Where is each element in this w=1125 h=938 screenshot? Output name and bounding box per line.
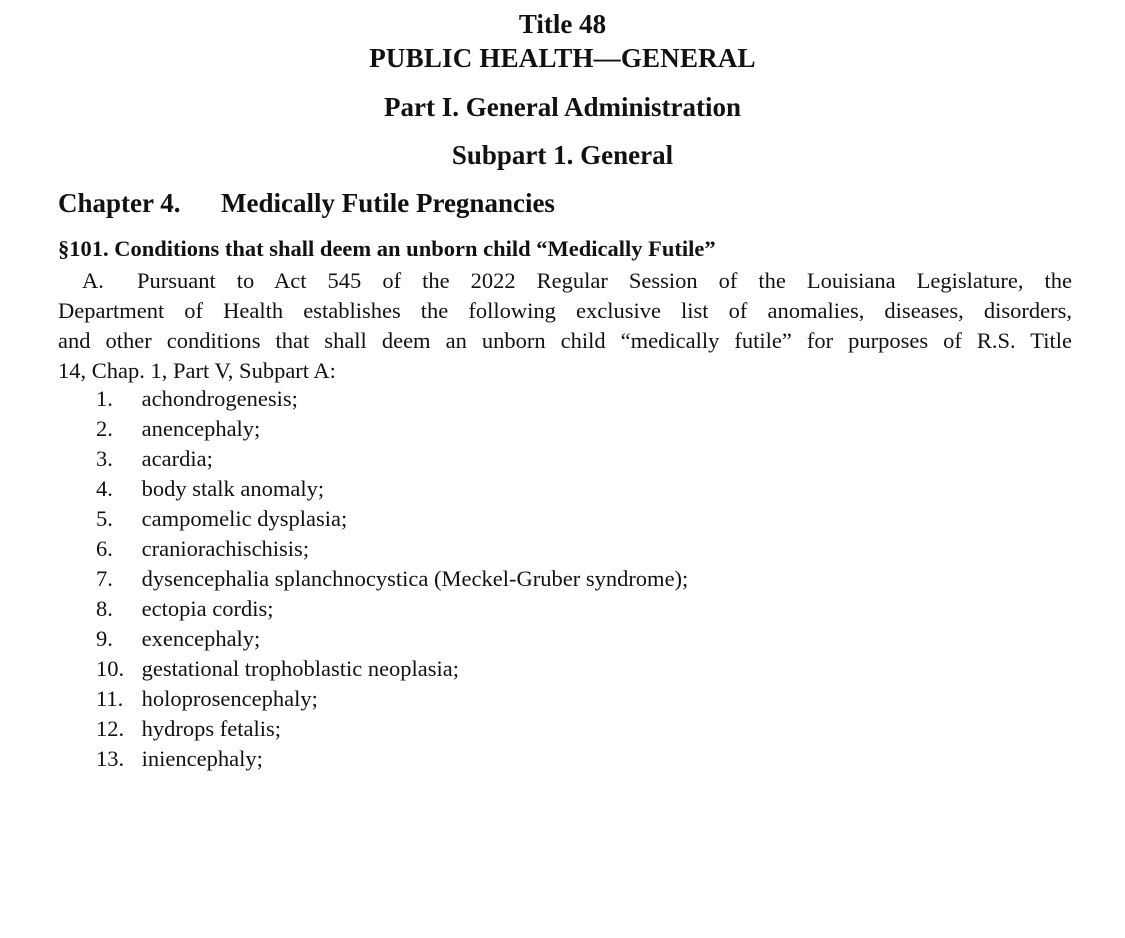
list-item-number: 13. <box>96 746 125 771</box>
list-item <box>96 534 688 564</box>
paragraph-line: 14, Chap. 1, Part V, Subpart A: <box>58 358 336 383</box>
list-item-number: 6. <box>96 536 113 561</box>
list-item-text: holoprosencephaly; <box>141 686 318 711</box>
list-item-number: 10. <box>96 656 125 681</box>
list-item-number: 5. <box>96 506 113 531</box>
list-item <box>96 474 688 504</box>
paragraph-line-text: Pursuant to Act 545 of the 2022 Regular Session of the Louisiana Legislature, the <box>137 268 1072 293</box>
list-item <box>96 564 688 594</box>
title-subject-heading: PUBLIC HEALTH—GENERAL <box>369 43 756 73</box>
list-item-number: 11. <box>96 686 124 711</box>
list-item-number: 8. <box>96 596 113 621</box>
part-heading: Part I. General Administration <box>384 92 741 122</box>
list-item <box>96 654 688 684</box>
chapter-heading <box>58 186 555 220</box>
list-item <box>96 414 688 444</box>
list-item-number: 2. <box>96 416 113 441</box>
list-item <box>96 594 688 624</box>
paragraph-line: and other conditions that shall deem an unborn child “medically futile” for purposes of R.S. Title <box>58 328 1072 353</box>
title-heading: Title 48 <box>518 9 607 39</box>
list-item-number: 9. <box>96 626 113 651</box>
list-item-number: 4. <box>96 476 113 501</box>
list-item-text: acardia; <box>141 446 213 471</box>
paragraph-marker: A. <box>82 268 104 293</box>
paragraph-line <box>58 266 1072 296</box>
list-item-text: hydrops fetalis; <box>141 716 281 741</box>
list-item <box>96 624 688 654</box>
list-item <box>96 384 688 414</box>
list-item-text: gestational trophoblastic neoplasia; <box>141 656 460 681</box>
subpart-heading: Subpart 1. General <box>451 140 674 170</box>
section-heading: §101. Conditions that shall deem an unborn child “Medically Futile” <box>58 236 716 261</box>
list-item-text: ectopia cordis; <box>141 596 274 621</box>
paragraph-line: Department of Health establishes the following exclusive list of anomalies, diseases, disorders, <box>58 298 1072 323</box>
list-item-text: achondrogenesis; <box>141 386 298 411</box>
list-item <box>96 504 688 534</box>
conditions-list <box>96 384 688 774</box>
list-item <box>96 744 688 774</box>
list-item-text: body stalk anomaly; <box>141 476 325 501</box>
list-item-text: craniorachischisis; <box>141 536 310 561</box>
list-item-number: 3. <box>96 446 113 471</box>
list-item <box>96 444 688 474</box>
list-item-text: exencephaly; <box>141 626 261 651</box>
list-item-text: anencephaly; <box>141 416 261 441</box>
list-item-text: campomelic dysplasia; <box>141 506 348 531</box>
list-item-text: iniencephaly; <box>141 746 263 771</box>
list-item-number: 12. <box>96 716 125 741</box>
list-item <box>96 714 688 744</box>
chapter-number: Chapter 4. <box>58 188 181 218</box>
chapter-name: Medically Futile Pregnancies <box>221 188 555 218</box>
list-item-number: 7. <box>96 566 113 591</box>
list-item-number: 1. <box>96 386 113 411</box>
list-item-text: dysencephalia splanchnocystica (Meckel-Gruber syndrome); <box>141 566 689 591</box>
list-item <box>96 684 688 714</box>
